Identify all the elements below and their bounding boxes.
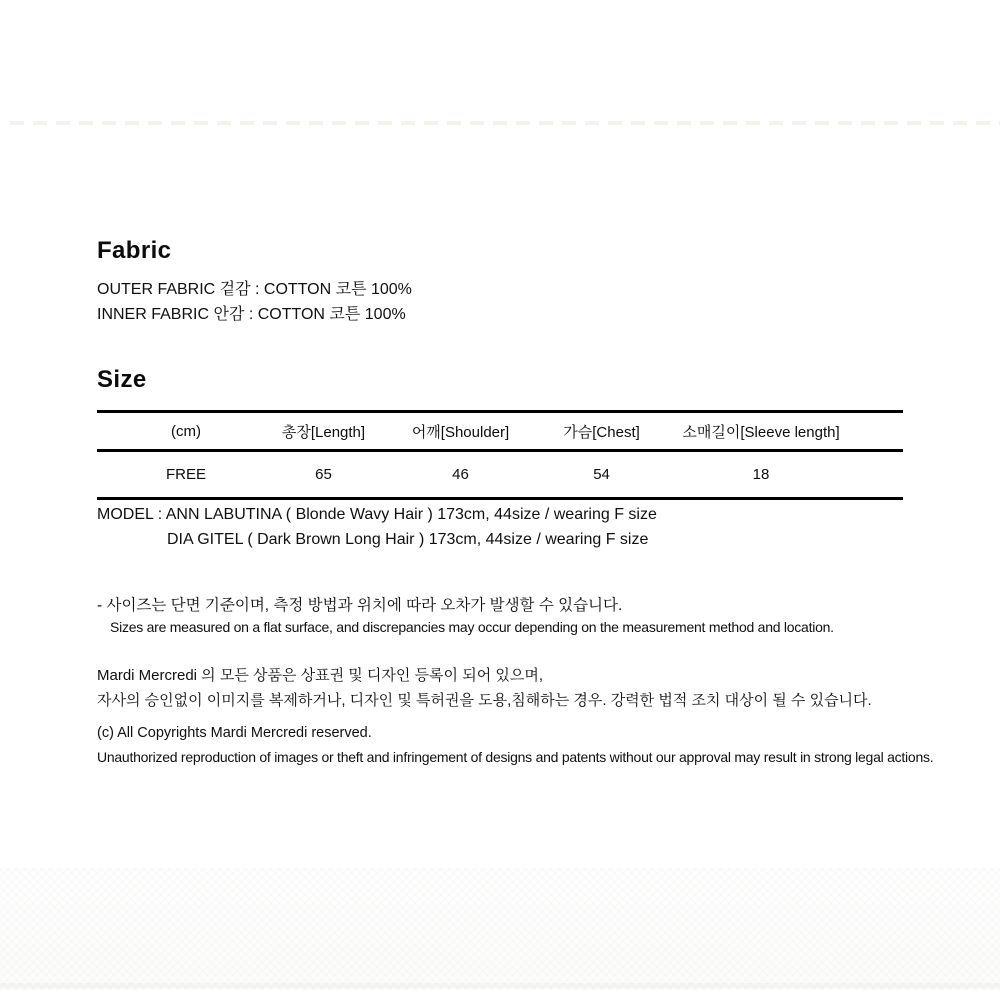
bottom-image-texture (0, 868, 1000, 990)
size-table-header-row (97, 413, 903, 452)
size-section-heading: Size (97, 366, 147, 393)
size-table-header-unit: (cm) (170, 422, 201, 440)
faint-artifact-line (10, 121, 1000, 125)
size-table-header-length: 총장[Length] (281, 423, 366, 441)
size-value-chest: 54 (593, 466, 610, 483)
size-value-length: 65 (315, 466, 332, 483)
model-info-line-2: DIA GITEL ( Dark Brown Long Hair ) 173cm, 44size / wearing F size (167, 531, 649, 548)
size-table-row (97, 452, 903, 497)
legal-notice-kr-line-1: Mardi Mercredi 의 모든 상품은 상표권 및 디자인 등록이 되어 있으며, (97, 667, 543, 684)
size-table-header-sleeve: 소매길이[Sleeve length] (682, 423, 840, 441)
size-table-header-chest: 가슴[Chest] (563, 423, 640, 441)
fabric-section-heading: Fabric (97, 237, 172, 264)
size-table (97, 410, 903, 500)
outer-fabric-line: OUTER FABRIC 겉감 : COTTON 코튼 100% (97, 281, 412, 298)
inner-fabric-line: INNER FABRIC 안감 : COTTON 코튼 100% (97, 306, 406, 323)
legal-notice-en: Unauthorized reproduction of images or theft and infringement of designs and patents without our approval may result in strong legal actions. (97, 749, 934, 765)
size-value-sleeve: 18 (752, 466, 770, 483)
legal-notice-kr-line-2: 자사의 승인없이 이미지를 복제하거나, 디자인 및 특허권을 도용,침해하는 경우. 강력한 법적 조치 대상이 될 수 있습니다. (97, 692, 872, 709)
measurement-note-en: Sizes are measured on a flat surface, and discrepancies may occur depending on the measurement method and location. (110, 619, 834, 635)
copyright-line: (c) All Copyrights Mardi Mercredi reserved. (97, 725, 372, 741)
measurement-note-kr: - 사이즈는 단면 기준이며, 측정 방법과 위치에 따라 오차가 발생할 수 있습니다. (97, 597, 623, 614)
model-info-line-1: MODEL : ANN LABUTINA ( Blonde Wavy Hair ) 173cm, 44size / wearing F size (97, 506, 657, 523)
size-row-label: FREE (165, 466, 206, 483)
size-value-shoulder: 46 (452, 466, 469, 483)
size-table-header-shoulder: 어깨[Shoulder] (411, 423, 510, 441)
